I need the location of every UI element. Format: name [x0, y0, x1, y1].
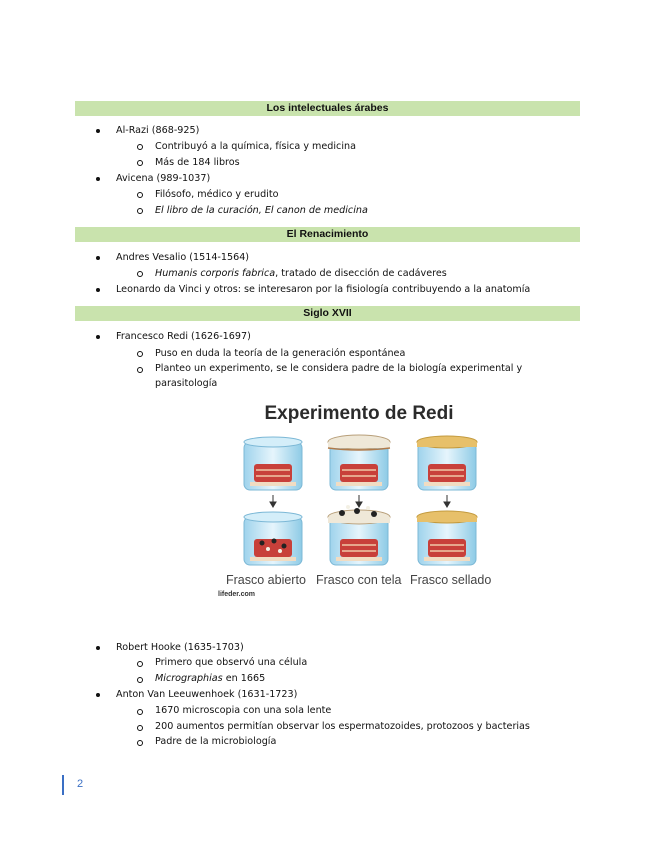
list-item: Andres Vesalio (1514-1564): [116, 252, 250, 263]
list-subitem: Filósofo, médico y erudito: [155, 189, 279, 200]
lifeder-logo: lifeder.com: [218, 591, 255, 598]
bullet: [96, 129, 100, 133]
sub-bullet: [137, 677, 143, 683]
arrow-icon: [270, 495, 450, 507]
list-item: Avicena (989-1037): [116, 173, 211, 184]
sub-bullet: [137, 351, 143, 357]
book-title: Humanis corporis fabrica: [155, 268, 276, 279]
caption-open-jar: Frasco abierto: [226, 573, 306, 587]
book-year: en 1665: [222, 673, 266, 684]
sub-bullet: [137, 661, 143, 667]
jar-sealed-bottom: [417, 511, 477, 565]
list-item: Francesco Redi (1626-1697): [116, 331, 251, 342]
list-subitem: Primero que observó una célula: [155, 657, 308, 668]
list-subitem: [155, 672, 265, 686]
list-subitem-continuation: parasitología: [155, 378, 218, 389]
section-heading-17th-century: Siglo XVII: [75, 306, 580, 321]
book-title: Micrographias: [155, 673, 223, 684]
list-item: Leonardo da Vinci y otros: se interesaron por la fisiología contribuyendo a la anatomía: [116, 284, 531, 295]
caption-sealed-jar: Frasco sellado: [410, 573, 492, 587]
sub-bullet: [137, 208, 143, 214]
sub-bullet: [137, 271, 143, 277]
bullet: [96, 335, 100, 339]
bullet: [96, 256, 100, 260]
list-subitem: Más de 184 libros: [155, 157, 240, 168]
list-subitem: 200 aumentos permitían observar los espermatozoides, protozoos y bacterias: [155, 721, 530, 732]
sub-bullet: [137, 725, 143, 731]
jar-cloth-top: [328, 435, 390, 490]
jar-sealed-top: [417, 436, 477, 490]
sub-bullet: [137, 144, 143, 150]
sub-bullet: [137, 740, 143, 746]
list-subitem: Planteo un experimento, se le considera padre de la biología experimental y: [155, 363, 523, 374]
bullet: [96, 288, 100, 292]
section-heading-renaissance: El Renacimiento: [75, 227, 580, 242]
bullet: [96, 693, 100, 697]
redi-experiment-figure: [214, 403, 504, 603]
bullet: [96, 177, 100, 181]
caption-cloth-jar: Frasco con tela: [316, 573, 402, 587]
list-subitem: Contribuyó a la química, física y medicina: [155, 141, 356, 152]
list-subitem: Padre de la microbiología: [155, 736, 277, 747]
jars-illustration: [214, 403, 504, 573]
sub-bullet: [137, 192, 143, 198]
page-number-accent: [62, 775, 64, 795]
jar-open-top: [244, 437, 302, 490]
bullet: [96, 646, 100, 650]
list-subitem: [155, 267, 447, 281]
sub-bullet: [137, 709, 143, 715]
list-item: Al-Razi (868-925): [116, 125, 200, 136]
figure-title: Experimento de Redi: [264, 403, 454, 424]
sub-bullet: [137, 160, 143, 166]
jar-open-bottom: [244, 512, 302, 565]
book-description: , tratado de disección de cadáveres: [275, 268, 447, 279]
section-heading-arabs: Los intelectuales árabes: [75, 101, 580, 116]
jar-cloth-bottom: [328, 505, 390, 565]
sub-bullet: [137, 367, 143, 373]
list-subitem-italic: El libro de la curación, El canon de medicina: [155, 205, 368, 216]
list-subitem: 1670 microscopia con una sola lente: [155, 705, 332, 716]
list-subitem: Puso en duda la teoría de la generación espontánea: [155, 348, 406, 359]
list-item: Robert Hooke (1635-1703): [116, 642, 244, 653]
page-number: 2: [77, 778, 84, 790]
list-item: Anton Van Leeuwenhoek (1631-1723): [116, 689, 298, 700]
